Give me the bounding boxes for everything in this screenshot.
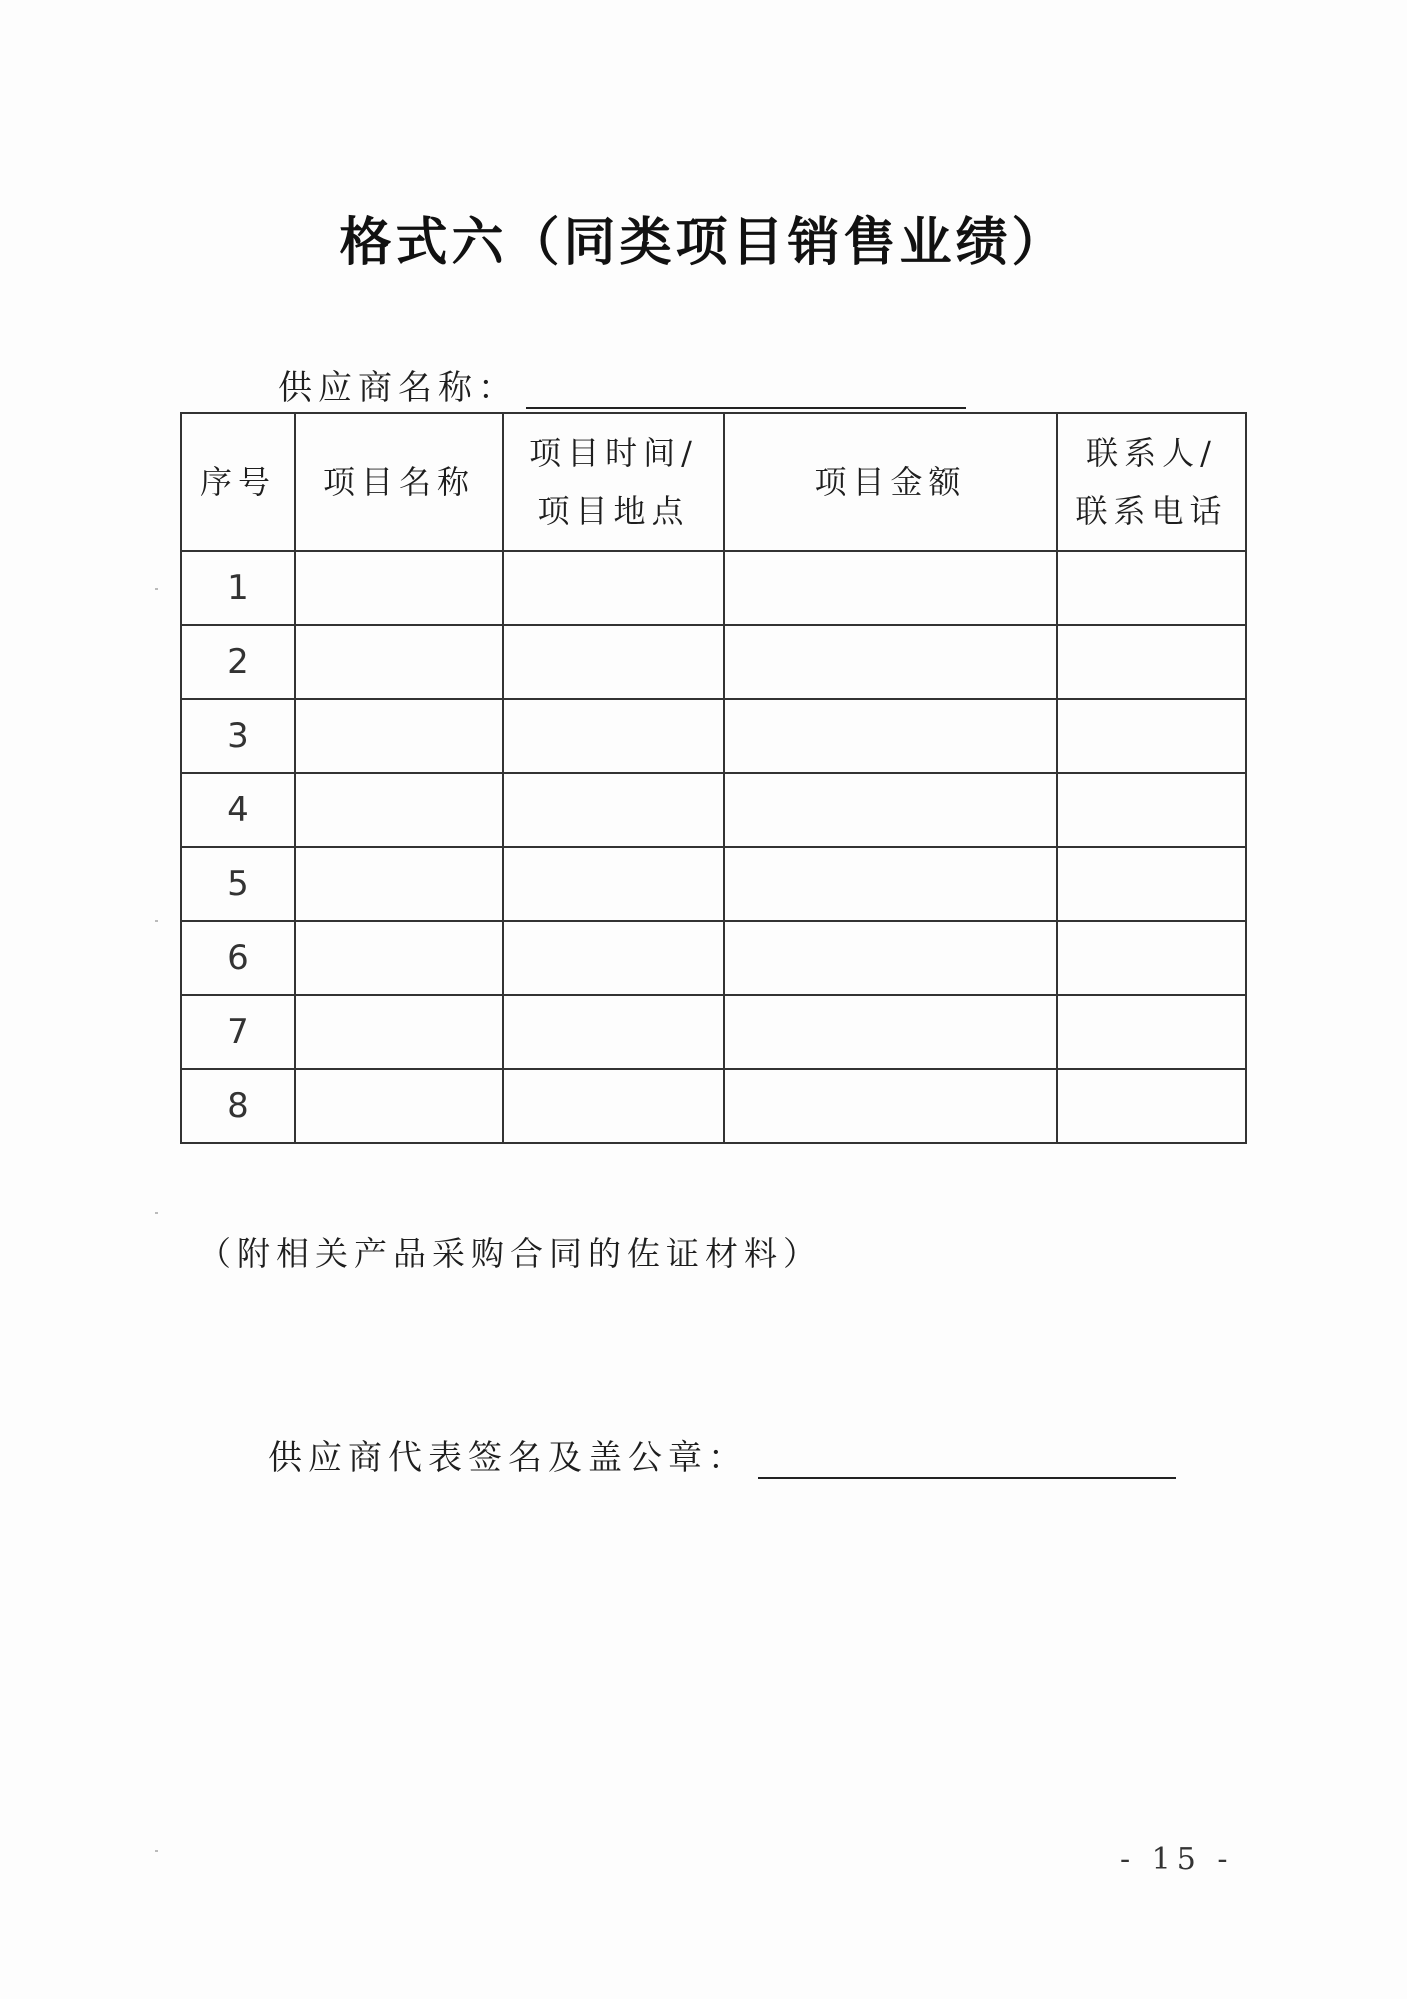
row-number: 7 (181, 995, 295, 1069)
signature-blank[interactable] (758, 1443, 1176, 1479)
cell-project-time-location[interactable] (503, 921, 724, 995)
cell-project-name[interactable] (295, 773, 503, 847)
table-row (181, 1069, 1246, 1143)
cell-project-amount[interactable] (724, 847, 1057, 921)
cell-project-time-location[interactable] (503, 1069, 724, 1143)
table-row (181, 625, 1246, 699)
header-contact: 联系人/ 联系电话 (1057, 413, 1246, 551)
cell-project-amount[interactable] (724, 625, 1057, 699)
cell-project-time-location[interactable] (503, 625, 724, 699)
cell-contact[interactable] (1057, 921, 1246, 995)
page-number: - 15 - (1120, 1842, 1234, 1877)
cell-project-amount[interactable] (724, 773, 1057, 847)
row-number: 1 (181, 551, 295, 625)
signature-label: 供应商代表签名及盖公章： (268, 1438, 748, 1478)
table-row (181, 551, 1246, 625)
table-row (181, 995, 1246, 1069)
signature-line (268, 1430, 1176, 1479)
scan-speck (155, 588, 158, 590)
cell-contact[interactable] (1057, 847, 1246, 921)
supplier-name-line (278, 360, 966, 409)
cell-project-amount[interactable] (724, 551, 1057, 625)
cell-project-amount[interactable] (724, 995, 1057, 1069)
cell-contact[interactable] (1057, 551, 1246, 625)
cell-project-amount[interactable] (724, 1069, 1057, 1143)
cell-contact[interactable] (1057, 625, 1246, 699)
cell-project-name[interactable] (295, 625, 503, 699)
header-project-amount: 项目金额 (724, 413, 1057, 551)
cell-project-time-location[interactable] (503, 773, 724, 847)
cell-contact[interactable] (1057, 699, 1246, 773)
cell-contact[interactable] (1057, 995, 1246, 1069)
cell-project-amount[interactable] (724, 699, 1057, 773)
table-row (181, 921, 1246, 995)
cell-project-name[interactable] (295, 551, 503, 625)
header-project-name: 项目名称 (295, 413, 503, 551)
table-row (181, 773, 1246, 847)
supporting-materials-note: （附相关产品采购合同的佐证材料） (198, 1234, 822, 1273)
cell-project-name[interactable] (295, 995, 503, 1069)
cell-contact[interactable] (1057, 1069, 1246, 1143)
page-title: 格式六（同类项目销售业绩） (339, 213, 1068, 273)
supplier-name-label: 供应商名称： (278, 368, 518, 408)
cell-project-amount[interactable] (724, 921, 1057, 995)
header-project-time-location: 项目时间/ 项目地点 (503, 413, 724, 551)
cell-project-name[interactable] (295, 921, 503, 995)
row-number: 3 (181, 699, 295, 773)
supplier-name-blank[interactable] (526, 373, 966, 409)
table-header-row (181, 413, 1246, 551)
row-number: 4 (181, 773, 295, 847)
cell-project-time-location[interactable] (503, 847, 724, 921)
header-serial-number: 序号 (181, 413, 295, 551)
cell-project-name[interactable] (295, 847, 503, 921)
cell-project-time-location[interactable] (503, 699, 724, 773)
cell-project-name[interactable] (295, 699, 503, 773)
scan-speck (155, 1850, 158, 1852)
cell-project-time-location[interactable] (503, 995, 724, 1069)
cell-project-time-location[interactable] (503, 551, 724, 625)
row-number: 6 (181, 921, 295, 995)
row-number: 2 (181, 625, 295, 699)
sales-performance-table (180, 412, 1247, 1144)
row-number: 8 (181, 1069, 295, 1143)
cell-project-name[interactable] (295, 1069, 503, 1143)
cell-contact[interactable] (1057, 773, 1246, 847)
scan-speck (155, 920, 158, 922)
scan-speck (155, 1212, 158, 1214)
row-number: 5 (181, 847, 295, 921)
table-row (181, 847, 1246, 921)
table-row (181, 699, 1246, 773)
